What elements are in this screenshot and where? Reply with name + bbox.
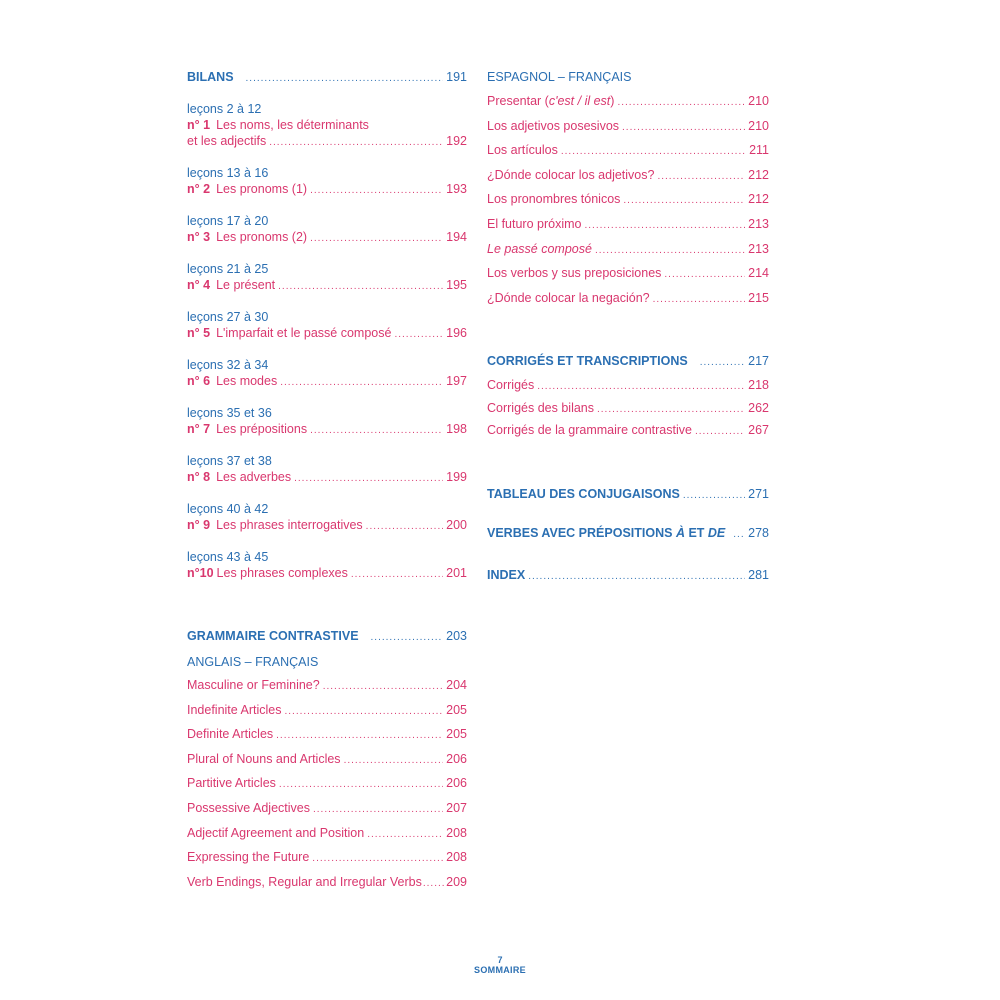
- toc-entry[interactable]: [187, 723, 467, 748]
- dot-leader: [561, 141, 746, 164]
- dot-leader: [310, 231, 443, 247]
- entry-title: Expressing the Future: [187, 850, 310, 865]
- entry-title: Adjectif Agreement and Position: [187, 825, 365, 840]
- toc-entry[interactable]: [187, 772, 467, 797]
- bilan-title: Les phrases interrogatives: [216, 518, 363, 532]
- toc-entry[interactable]: [487, 262, 769, 287]
- bilan-entry-9[interactable]: [187, 501, 467, 535]
- bilans-title: BILANS: [187, 70, 234, 84]
- toc-entry[interactable]: [187, 871, 467, 896]
- bilan-entry-8[interactable]: [187, 453, 467, 487]
- bilan-number: n° 4: [187, 278, 211, 292]
- grammaire-page: 203: [446, 629, 467, 643]
- bilan-number: n° 8: [187, 470, 211, 484]
- bilan-lecons: leçons 27 à 30: [187, 310, 269, 324]
- toc-entry[interactable]: [187, 748, 467, 773]
- entry-page: 213: [748, 241, 769, 256]
- bilan-title-line: [187, 421, 467, 439]
- corriges-page: 217: [748, 354, 769, 369]
- dot-leader: [246, 66, 444, 92]
- dot-leader: [597, 399, 745, 421]
- entry-page: 218: [748, 378, 769, 393]
- dot-leader: [323, 676, 443, 699]
- entry-title: Corrigés: [487, 378, 535, 393]
- bilan-title-line: [187, 469, 467, 487]
- entry-page: 213: [748, 216, 769, 231]
- entry-title: Masculine or Feminine?: [187, 678, 320, 692]
- bilan-title: Les pronoms (1): [216, 182, 308, 196]
- toc-entry[interactable]: [487, 420, 769, 443]
- bilan-number: n° 2: [187, 182, 211, 196]
- entry-page: 205: [446, 727, 467, 742]
- bilan-entry-7[interactable]: [187, 405, 467, 439]
- bilan-page: 199: [446, 470, 467, 484]
- entry-page: 208: [446, 825, 467, 840]
- entry-title: Los adjetivos posesivos: [487, 118, 620, 133]
- dot-leader: [310, 183, 443, 199]
- toc-index-heading[interactable]: [487, 563, 769, 589]
- entry-title: ¿Dónde colocar los adjetivos?: [487, 167, 655, 182]
- dot-leader: [367, 824, 443, 847]
- dot-leader: [683, 484, 745, 508]
- dot-leader: [371, 626, 444, 650]
- bilan-lecons: leçons 40 à 42: [187, 502, 269, 516]
- bilan-title: Les adverbes: [216, 470, 292, 484]
- bilan-title-line-2: [187, 133, 467, 151]
- dot-leader: [622, 117, 745, 140]
- entry-title: Verb Endings, Regular and Irregular Verbs: [187, 874, 422, 889]
- page-footer: [0, 955, 1000, 975]
- bilan-lecons: leçons 2 à 12: [187, 102, 262, 116]
- bilan-entry-4[interactable]: [187, 261, 467, 295]
- bilan-title-line: [187, 565, 467, 583]
- bilan-entry-10[interactable]: [187, 549, 467, 583]
- entry-page: 210: [748, 94, 769, 108]
- toc-corriges-heading[interactable]: [487, 349, 769, 375]
- bilan-page: 195: [446, 278, 467, 292]
- toc-entry[interactable]: [187, 674, 467, 699]
- page-number: 7: [497, 955, 503, 965]
- entry-title: Definite Articles: [187, 727, 274, 742]
- toc-entry[interactable]: [487, 115, 769, 140]
- verbes-title: VERBES AVEC PRÉPOSITIONS À ET DE: [487, 525, 726, 540]
- entry-page: 208: [446, 850, 467, 865]
- bilan-title-line: [187, 277, 467, 295]
- espagnol-list: [487, 90, 769, 311]
- dot-leader: [269, 135, 443, 151]
- toc-entry[interactable]: [487, 164, 769, 189]
- bilan-title-line: [187, 517, 467, 535]
- entry-page: 206: [446, 776, 467, 791]
- bilan-entry-6[interactable]: [187, 357, 467, 391]
- toc-entry[interactable]: [187, 699, 467, 724]
- bilan-lecons: leçons 35 et 36: [187, 406, 272, 420]
- dot-leader: [279, 774, 443, 797]
- entry-page: 210: [748, 118, 769, 133]
- entry-title: Los pronombres tónicos: [487, 192, 621, 207]
- verbes-page: 278: [748, 525, 769, 540]
- bilan-title: Les phrases complexes: [216, 566, 348, 580]
- entry-page: 206: [446, 751, 467, 766]
- toc-entry[interactable]: [187, 846, 467, 871]
- toc-entry[interactable]: [487, 213, 769, 238]
- bilan-title-cont: et les adjectifs: [187, 134, 267, 148]
- entry-page: 267: [748, 423, 769, 438]
- corriges-title: CORRIGÉS ET TRANSCRIPTIONS: [487, 354, 688, 369]
- toc-tableau-heading[interactable]: [487, 482, 769, 508]
- bilans-page: 191: [446, 70, 467, 84]
- bilan-lecons: leçons 13 à 16: [187, 166, 269, 180]
- grammaire-title: GRAMMAIRE CONTRASTIVE: [187, 629, 359, 643]
- dot-leader: [313, 799, 443, 822]
- entry-page: 204: [446, 678, 467, 692]
- toc-entry[interactable]: [487, 238, 769, 263]
- bilan-title-line: [187, 117, 467, 133]
- tableau-page: 271: [748, 486, 769, 501]
- left-column: [187, 64, 467, 895]
- dot-leader: [537, 376, 745, 398]
- dot-leader: [285, 701, 444, 724]
- dot-leader: [617, 92, 745, 115]
- bilan-number: n° 1: [187, 118, 211, 132]
- entry-page: 212: [748, 167, 769, 182]
- toc-entry[interactable]: [487, 398, 769, 421]
- entry-title: Corrigés de la grammaire contrastive: [487, 423, 692, 438]
- dot-leader: [657, 166, 745, 189]
- bilan-title: Les prépositions: [216, 422, 308, 436]
- dot-leader: [700, 351, 745, 375]
- entry-title: Los artículos: [487, 143, 558, 158]
- bilan-page: 194: [446, 230, 467, 244]
- dot-leader: [423, 873, 445, 896]
- bilan-number: n°10: [187, 566, 214, 580]
- bilan-title-line: [187, 325, 467, 343]
- bilan-title-line: [187, 373, 467, 391]
- bilan-entry-2[interactable]: [187, 165, 467, 199]
- tableau-title: TABLEAU DES CONJUGAISONS: [487, 486, 680, 501]
- bilan-number: n° 3: [187, 230, 211, 244]
- bilan-page: 193: [446, 182, 467, 196]
- entry-page: 207: [446, 800, 467, 815]
- anglais-subheading: ANGLAIS – FRANÇAIS: [187, 655, 319, 669]
- bilan-page: 198: [446, 422, 467, 436]
- bilan-title-line: [187, 181, 467, 199]
- bilan-title: L'imparfait et le passé composé: [216, 326, 392, 340]
- entry-page: 211: [749, 143, 769, 158]
- entry-title: Possessive Adjectives: [187, 800, 310, 815]
- entry-title: Presentar (c'est / il est): [487, 94, 615, 108]
- dot-leader: [595, 240, 745, 263]
- entry-page: 262: [748, 400, 769, 415]
- bilan-page: 196: [446, 326, 467, 340]
- entry-title: Corrigés des bilans: [487, 400, 594, 415]
- bilan-page: 201: [446, 566, 467, 580]
- espagnol-subheading: ESPAGNOL – FRANÇAIS: [487, 70, 632, 84]
- index-page: 281: [748, 567, 769, 582]
- dot-leader: [294, 471, 443, 487]
- dot-leader: [312, 848, 443, 871]
- footer-label: SOMMAIRE: [474, 965, 526, 975]
- anglais-list: [187, 674, 467, 895]
- dot-leader: [280, 375, 443, 391]
- entry-title: Plural of Nouns and Articles: [187, 751, 341, 766]
- bilan-number: n° 7: [187, 422, 211, 436]
- bilan-title-line: [187, 229, 467, 247]
- dot-leader: [276, 725, 443, 748]
- entry-page: 205: [446, 702, 467, 717]
- dot-leader: [278, 279, 443, 295]
- bilan-title: Les noms, les déterminants: [216, 118, 369, 132]
- dot-leader: [695, 421, 745, 443]
- entry-page: 209: [446, 874, 467, 889]
- toc-entry[interactable]: [187, 822, 467, 847]
- dot-leader: [653, 289, 746, 312]
- bilan-page: 197: [446, 374, 467, 388]
- bilan-lecons: leçons 17 à 20: [187, 214, 269, 228]
- entry-page: 212: [748, 192, 769, 207]
- dot-leader: [733, 523, 745, 547]
- corriges-list: [487, 375, 769, 443]
- bilan-title: Les pronoms (2): [216, 230, 308, 244]
- entry-page: 215: [748, 290, 769, 305]
- bilan-lecons: leçons 32 à 34: [187, 358, 269, 372]
- toc-verbes-heading[interactable]: [487, 521, 769, 547]
- toc-entry[interactable]: [487, 375, 769, 398]
- toc-grammaire-heading[interactable]: [187, 624, 467, 650]
- entry-title: Los verbos y sus preposiciones: [487, 266, 662, 281]
- bilan-lecons: leçons 21 à 25: [187, 262, 269, 276]
- entry-title: Partitive Articles: [187, 776, 276, 791]
- dot-leader: [664, 264, 745, 287]
- dot-leader: [344, 750, 444, 773]
- dot-leader: [351, 567, 443, 583]
- toc-bilans-heading[interactable]: [187, 64, 467, 92]
- dot-leader: [394, 327, 443, 343]
- right-column: [487, 64, 769, 589]
- entry-title: Le passé composé: [487, 241, 592, 256]
- dot-leader: [623, 190, 745, 213]
- bilan-page: 200: [446, 518, 467, 532]
- entry-title: Indefinite Articles: [187, 702, 282, 717]
- toc-entry[interactable]: [487, 139, 769, 164]
- bilan-entry-3[interactable]: [187, 213, 467, 247]
- bilan-number: n° 6: [187, 374, 211, 388]
- toc-entry[interactable]: [487, 90, 769, 115]
- toc-entry[interactable]: [487, 188, 769, 213]
- bilan-title: Les modes: [216, 374, 278, 388]
- toc-entry[interactable]: [187, 797, 467, 822]
- entry-page: 214: [748, 266, 769, 281]
- dot-leader: [366, 519, 443, 535]
- dot-leader: [584, 215, 745, 238]
- bilan-number: n° 5: [187, 326, 211, 340]
- bilan-number: n° 9: [187, 518, 211, 532]
- toc-entry[interactable]: [487, 287, 769, 312]
- dot-leader: [528, 565, 745, 589]
- bilan-entry-5[interactable]: [187, 309, 467, 343]
- bilan-page: 192: [446, 134, 467, 148]
- entry-title: ¿Dónde colocar la negación?: [487, 290, 650, 305]
- index-title: INDEX: [487, 567, 526, 582]
- bilan-lecons: leçons 37 et 38: [187, 454, 272, 468]
- bilan-entry-1[interactable]: [187, 101, 467, 151]
- bilan-title: Le présent: [216, 278, 276, 292]
- entry-title: El futuro próximo: [487, 216, 582, 231]
- dot-leader: [310, 423, 443, 439]
- bilan-lecons: leçons 43 à 45: [187, 550, 269, 564]
